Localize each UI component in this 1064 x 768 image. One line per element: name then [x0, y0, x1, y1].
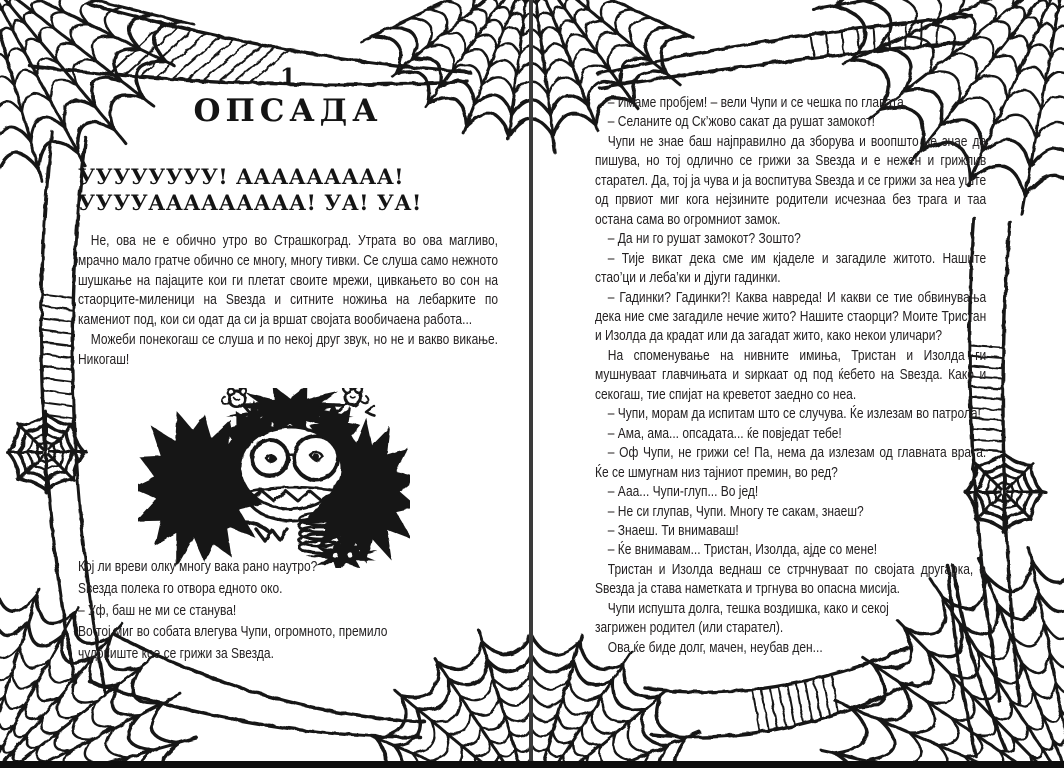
dialogue-line: – Тије викат дека сме им кјаделе и загадиле житото. Нашите стао’ци и леба’ки и дјуги гадинки. — [595, 249, 987, 287]
page-gutter-line — [529, 0, 533, 768]
narration-line: загрижен родител (или старател). — [595, 619, 784, 637]
paragraph: Чупи не знае баш најправилно да зборува и воопшто не знае да пишува, но тој одлично се грижи за Ѕвезда и е нежен и грижлив старател. Да, тој ја чува и ја воспитува Ѕвезда и се грижи за неа уште од првиот миг кога нејзините родители исчезнаа без трага и таа остана сама во огромниот замок. — [595, 132, 987, 228]
dialogue-line: – Да ни го рушат замокот? Зошто? — [607, 230, 801, 248]
narration-line: Кој ли вреви олку многу вака рано наутро? — [78, 558, 318, 575]
narration-line: Ѕвезда полека го отвора едното око. — [78, 579, 283, 597]
dialogue-line: – Ама, ама... опсадата... ќе повједат тебе! — [607, 424, 842, 442]
narration-line: Во тој миг во собата влегува Чупи, огромното, премило — [78, 623, 388, 641]
monster-illustration — [138, 388, 410, 568]
left-page-body — [78, 231, 498, 370]
narration-line: Чупи испушта долга, тешка воздишка, како и секој — [607, 599, 889, 617]
chapter-heading — [78, 66, 498, 128]
dialogue-line: – Ќе внимавам... Тристан, Изолда, ајде со мене! — [607, 541, 878, 559]
paragraph: Не, ова не е обично утро во Страшкоград. Утрата во ова магливо, мрачно мало гратче обично се многу, многу тивки. Се слуша само нежното шушкање на пајаците кои ги плетат своите мрежи, цивкањето во сон на стаорците-миленици на Ѕвезда и ситните ножиња на лебарките по камениот под, кои си одат да си ја вршат својата вообичаена работа... — [78, 232, 499, 329]
chapter-number: 1 — [279, 64, 296, 91]
scream-line: УУУУААААААААА! УА! УА! — [78, 190, 422, 215]
page-bottom-edge — [0, 761, 1064, 768]
left-page-bottom-text — [78, 556, 498, 665]
right-page-body — [595, 93, 986, 657]
dialogue-line: – Знаеш. Ти внимаваш! — [607, 521, 739, 539]
dialogue-line: – Оф Чупи, не грижи се! Па, нема да излезам од главната врата. Ќе се шмугнам низ тајниот премин, во ред? — [595, 444, 987, 481]
dialogue-line: – Ааа... Чупи-глуп... Во јед! — [607, 483, 759, 501]
narration-line: Ова ќе биде долг, мачен, неубав ден... — [607, 638, 823, 656]
dialogue-line: – Чупи, морам да испитам што се случува. Ќе излезам во патрола! — [607, 405, 981, 423]
dialogue-line: – Имаме пробјем! – вели Чупи и се чешка по главата. — [607, 94, 908, 111]
narration-line: чудовиште кое се грижи за Ѕвезда. — [78, 645, 274, 663]
paragraph: На споменување на нивните имиња, Тристан и Изолда ги мушнуваат главчињата и ѕиркаат од под ќебето на Ѕвезда. Како и секогаш, тие спијат на креветот заедно со неа. — [595, 346, 987, 403]
paragraph: Можеби понекогаш се слуша и по некој друг звук, но не и вакво викање. Никогаш! — [78, 330, 499, 368]
scream-line: УУУУУУУУ! ААААААААА! — [78, 164, 405, 189]
dialogue-line: – Не си глупав, Чупи. Многу те сакам, знаеш? — [607, 502, 864, 520]
chapter-title: ОПСАДА — [193, 93, 383, 129]
paragraph: Тристан и Изолда веднаш се стрчнуваат по својата другарка, а Ѕвезда ја става наметката и тргнува во опасна мисија. — [595, 560, 987, 598]
scream-text — [78, 164, 518, 216]
dialogue-line: – Селаните од Ск’жово сакат да рушат замокот! — [607, 113, 875, 131]
dialogue-line: – Уф, баш не ми се станува! — [78, 601, 237, 619]
dialogue-line: – Гадинки? Гадинки?! Каква навреда! И какви се тие обвинувања дека ние сме загадиле нечие жито? Нашите стаорци? Моите Тристан и Изолда да крадат или да загадат жито, како некои уличари? — [595, 288, 987, 345]
